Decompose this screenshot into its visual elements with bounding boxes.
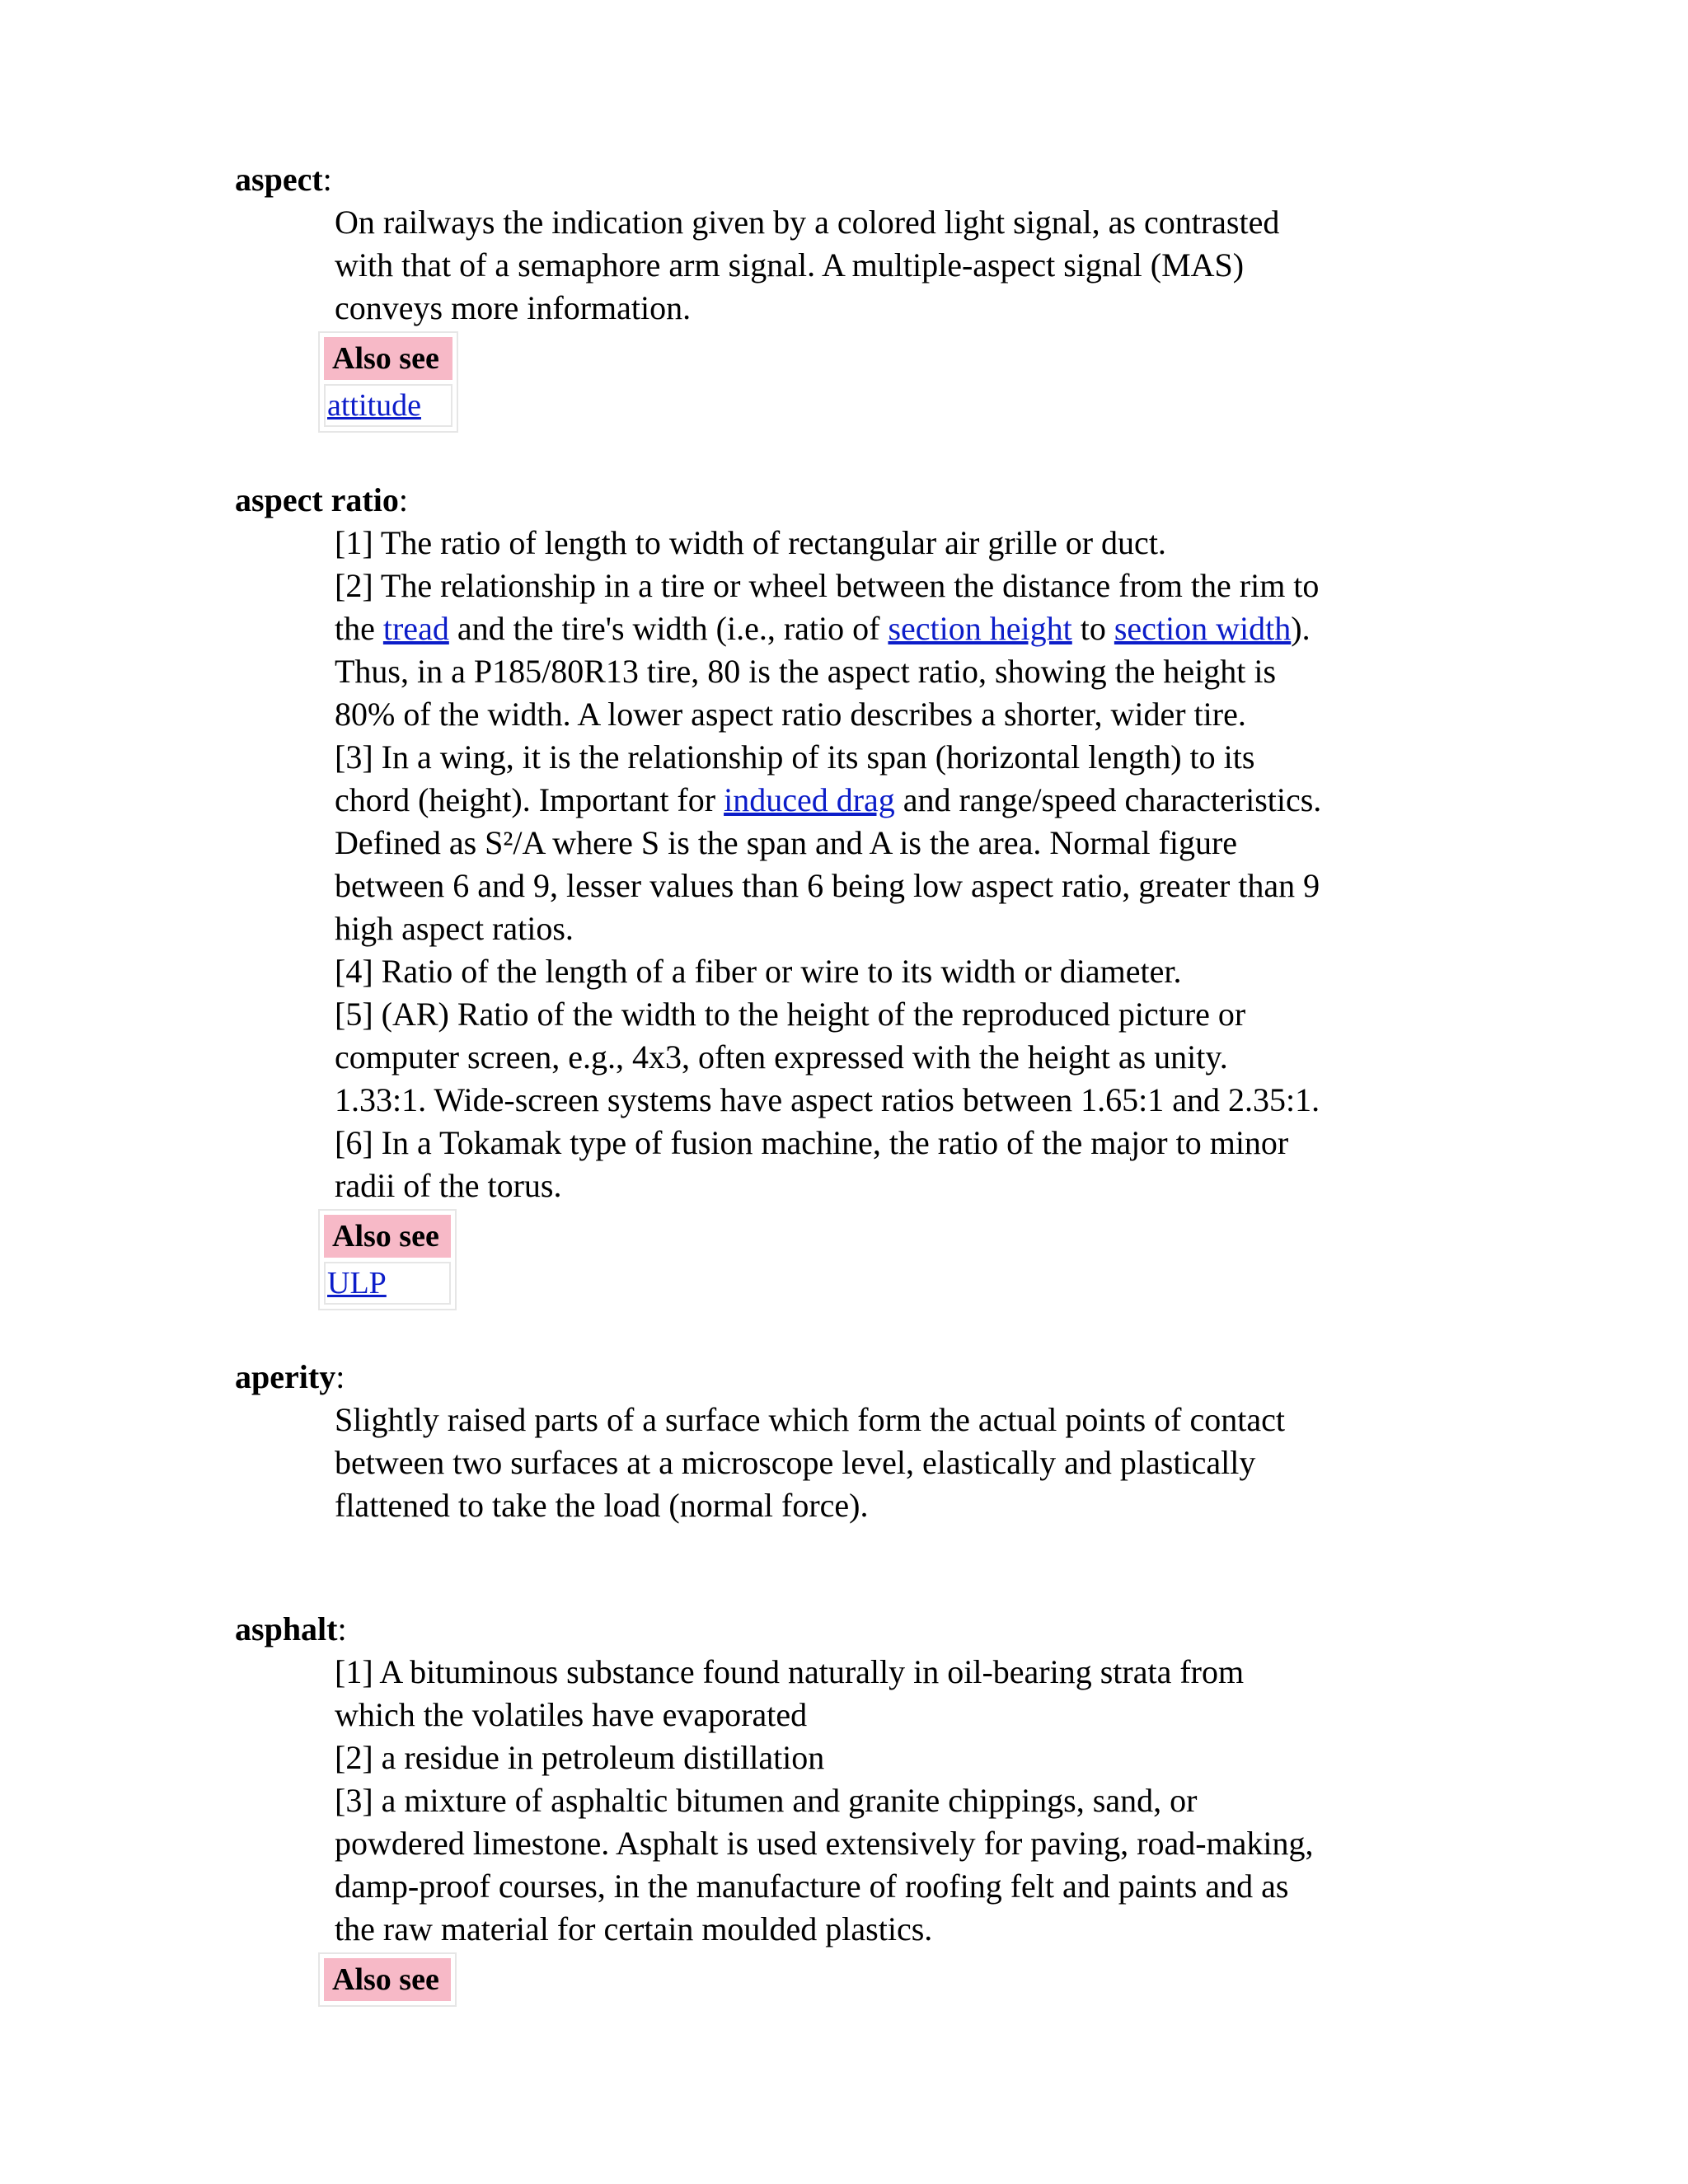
text-segment: to — [1071, 610, 1114, 647]
definition-line: [1] The ratio of length to width of rectangular air grille or duct. — [335, 524, 1166, 561]
also-see-box — [318, 1952, 457, 2007]
link-induced-drag[interactable]: induced drag — [724, 781, 895, 818]
definition-line: [1] A bituminous substance found naturally in oil-bearing strata from — [335, 1653, 1245, 1690]
definition-line: Defined as S²/A where S is the span and A is the area. Normal figure — [335, 824, 1238, 861]
also-see-header: Also see — [324, 337, 452, 380]
definition-line: computer screen, e.g., 4x3, often expressed with the height as unity. — [335, 1038, 1228, 1076]
definition-line — [335, 779, 1489, 822]
definition-line: between two surfaces at a microscope level, elastically and plastically — [335, 1444, 1256, 1481]
definition-line: conveys more information. — [335, 289, 692, 326]
definition-line: 80% of the width. A lower aspect ratio describes a shorter, wider tire. — [335, 696, 1246, 733]
definition-line: 1.33:1. Wide-screen systems have aspect ratios between 1.65:1 and 2.35:1. — [335, 1081, 1320, 1118]
also-see-cell — [324, 1262, 451, 1305]
definition-line: with that of a semaphore arm signal. A multiple-aspect signal (MAS) — [335, 246, 1245, 284]
entry-definition — [335, 1651, 1489, 1951]
entry-definition — [335, 522, 1489, 1207]
definition-line — [335, 607, 1489, 650]
entry-term: aspect ratio: — [235, 481, 408, 518]
text-segment: chord (height). Important for — [335, 781, 724, 818]
definition-line: [5] (AR) Ratio of the width to the height of the reproduced picture or — [335, 996, 1246, 1033]
entry-definition — [335, 1399, 1489, 1527]
definition-line: powdered limestone. Asphalt is used extensively for paving, road-making, — [335, 1825, 1314, 1862]
link-tread[interactable]: tread — [382, 610, 449, 647]
text-segment: the — [335, 610, 383, 647]
glossary-entry-aperity — [235, 1356, 1471, 1527]
text-segment: ). — [1291, 610, 1311, 647]
definition-line: [6] In a Tokamak type of fusion machine, the ratio of the major to minor — [335, 1124, 1289, 1161]
also-see-box — [318, 1209, 457, 1310]
definition-line: radii of the torus. — [335, 1167, 562, 1204]
definition-line: between 6 and 9, lesser values than 6 being low aspect ratio, greater than 9 — [335, 867, 1320, 904]
glossary-entry-aspect-ratio — [235, 479, 1471, 1310]
definition-line: Thus, in a P185/80R13 tire, 80 is the aspect ratio, showing the height is — [335, 653, 1277, 690]
link-section-height[interactable]: section height — [888, 610, 1072, 647]
link-attitude[interactable]: attitude — [327, 388, 421, 423]
text-segment: and range/speed characteristics. — [894, 781, 1322, 818]
also-see-header: Also see — [324, 1215, 451, 1258]
definition-line: [4] Ratio of the length of a fiber or wire to its width or diameter. — [335, 953, 1182, 990]
definition-line: [3] In a wing, it is the relationship of its span (horizontal length) to its — [335, 738, 1255, 776]
entry-term: asphalt: — [235, 1610, 347, 1647]
text-segment: and the tire's width (i.e., ratio of — [448, 610, 889, 647]
definition-line: [2] a residue in petroleum distillation — [335, 1739, 825, 1776]
definition-line: high aspect ratios. — [335, 910, 574, 947]
definition-line: Slightly raised parts of a surface which form the actual points of contact — [335, 1401, 1285, 1438]
also-see-cell — [324, 384, 452, 427]
link-ulp[interactable]: ULP — [327, 1266, 387, 1301]
definition-line: damp-proof courses, in the manufacture of roofing felt and paints and as — [335, 1868, 1289, 1905]
entry-term: aspect: — [235, 161, 332, 198]
definition-line: which the volatiles have evaporated — [335, 1696, 808, 1733]
link-section-width[interactable]: section width — [1114, 610, 1292, 647]
glossary-entry-aspect — [235, 158, 1471, 433]
definition-line: flattened to take the load (normal force). — [335, 1487, 869, 1524]
definition-line: [3] a mixture of asphaltic bitumen and granite chippings, sand, or — [335, 1782, 1198, 1819]
glossary-entry-asphalt — [235, 1608, 1471, 2007]
also-see-box — [318, 331, 458, 433]
definition-line: [2] The relationship in a tire or wheel between the distance from the rim to — [335, 567, 1320, 604]
entry-definition — [335, 201, 1489, 330]
also-see-header: Also see — [324, 1958, 451, 2001]
entry-term: aperity: — [235, 1358, 345, 1395]
definition-line: On railways the indication given by a colored light signal, as contrasted — [335, 204, 1280, 241]
definition-line: the raw material for certain moulded plastics. — [335, 1910, 933, 1947]
